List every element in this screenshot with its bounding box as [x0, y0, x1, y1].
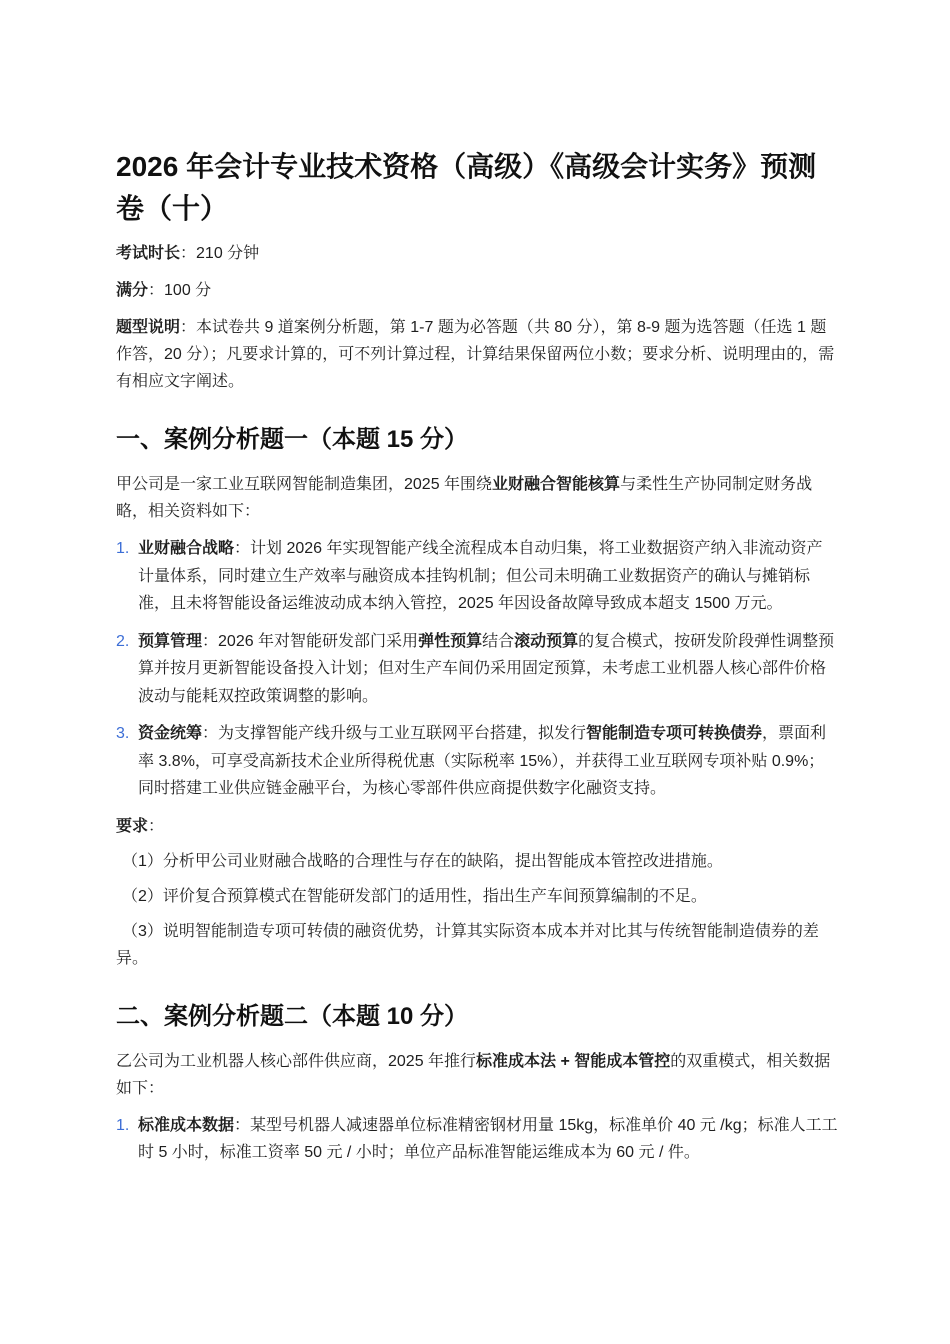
- item-bold: 智能制造专项可转换债券: [586, 725, 763, 742]
- list-number: 1.: [116, 1116, 130, 1134]
- item-text: ，票面利率 3.8%，可享受高新技术企业所得税优惠（实际税率 15%），并获得工业互联网专项补贴 0.9%；同时搭建工业供应链金融平台，为核心零部件供应商提供数字化融资支持。: [138, 725, 827, 797]
- req-label: 要求: [116, 817, 149, 835]
- intro-text: 乙公司为工业机器人核心部件供应商，2025 年推行: [116, 1052, 477, 1070]
- section-2-materials: [116, 1112, 838, 1167]
- desc-value: ：本试卷共 9 道案例分析题，第 1-7 题为必答题（共 80 分），第 8-9 题为选答题（任选 1 题作答，20 分）；凡要求计算的，可不列计算过程，计算结果保留两位小数；要求分析、说明理由的，需有相应文字阐述。: [116, 319, 835, 390]
- duration-label: 考试时长: [116, 245, 181, 262]
- item-text: ：2026 年对智能研发部门采用: [202, 632, 419, 650]
- item-label: 资金统筹: [138, 725, 203, 742]
- item-text: ：为支撑智能产线升级与工业互联网平台搭建，拟发行: [202, 725, 587, 742]
- section-1-heading: 一、案例分析题一（本题 15 分）: [116, 426, 469, 453]
- section-2-intro: [116, 1048, 838, 1102]
- list-number: 2.: [116, 632, 130, 650]
- item-bold: 弹性预算: [418, 632, 483, 650]
- intro-text: 甲公司是一家工业互联网智能制造集团，2025 年围绕: [116, 476, 493, 493]
- item-text: 的复合模式，按研发阶段弹性调整预算并按月更新智能设备投入计划；但对生产车间仍采用固定预算，未考虑工业机器人核心部件价格波动与能耗双控政策调整的影响。: [138, 632, 835, 705]
- requirement-2: （2）评价复合预算模式在智能研发部门的适用性，指出生产车间预算编制的不足。: [122, 887, 707, 905]
- list-item: [116, 1112, 838, 1167]
- list-item: [116, 535, 838, 618]
- list-number: 1.: [116, 540, 130, 557]
- section-1-intro: [116, 471, 838, 525]
- exam-duration: [116, 240, 838, 267]
- page-title: 2026 年会计专业技术资格（高级）《高级会计实务》预测卷（十）: [116, 151, 817, 224]
- list-item: [116, 628, 838, 711]
- list-item: [116, 720, 838, 803]
- section-1-materials: [116, 535, 838, 803]
- score-value: ：100 分: [148, 282, 212, 299]
- item-label: 标准成本数据: [138, 1116, 235, 1134]
- intro-text: 的双重模式，相关数据如下：: [116, 1052, 831, 1097]
- item-text: 结合: [482, 632, 515, 650]
- list-number: 3.: [116, 725, 130, 742]
- req-colon: ：: [148, 817, 165, 835]
- desc-label: 题型说明: [116, 319, 181, 336]
- document-content: [116, 146, 838, 1177]
- item-text: ：某型号机器人减速器单位标准精密钢材用量 15kg，标准单价 40 元 /kg；标准人工工时 5 小时，标准工资率 50 元 / 小时；单位产品标准智能运维成本为 60 元 / 件。: [138, 1116, 838, 1161]
- section-2-heading: 二、案例分析题二（本题 10 分）: [116, 1002, 469, 1030]
- question-type-description: [116, 314, 838, 395]
- duration-value: ：210 分钟: [180, 245, 260, 262]
- intro-bold: 业财融合智能核算: [492, 476, 621, 493]
- full-score: [116, 277, 838, 304]
- item-bold: 滚动预算: [514, 632, 579, 650]
- requirements-title: [116, 813, 838, 840]
- item-label: 预算管理: [138, 632, 203, 650]
- item-text: ：计划 2026 年实现智能产线全流程成本自动归集，将工业数据资产纳入非流动资产计量体系，同时建立生产效率与融资成本挂钩机制；但公司未明确工业数据资产的确认与摊销标准，且未将智能设备运维波动成本纳入管控，2025 年因设备故障导致成本超支 1500 万元。: [138, 540, 823, 612]
- item-label: 业财融合战略: [138, 540, 235, 557]
- requirement-3: （3）说明智能制造专项可转债的融资优势，计算其实际资本成本并对比其与传统智能制造债券的差异。: [116, 922, 819, 967]
- intro-text: 与柔性生产协同制定财务战略，相关资料如下：: [116, 476, 813, 520]
- score-label: 满分: [116, 282, 149, 299]
- requirement-1: （1）分析甲公司业财融合战略的合理性与存在的缺陷，提出智能成本管控改进措施。: [122, 852, 723, 870]
- intro-bold: 标准成本法 + 智能成本管控: [476, 1052, 671, 1070]
